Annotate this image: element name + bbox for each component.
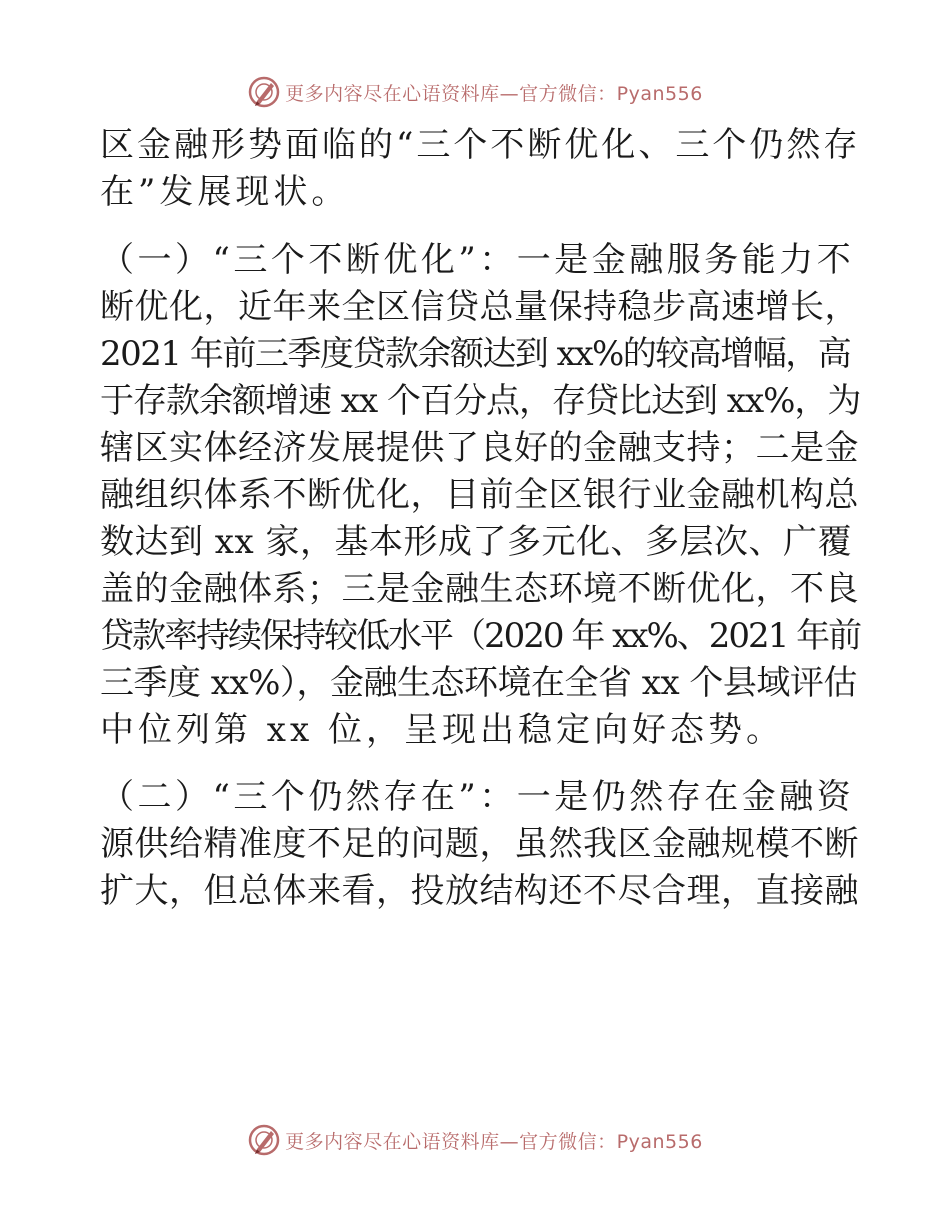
text-line: 融组织体系不断优化，目前全区银行业金融机构总 [100, 475, 859, 515]
text-line: 断优化，近年来全区信贷总量保持稳步高速增长， [100, 287, 859, 327]
watermark-text: 更多内容尽在心语资料库—官方微信：Pyan556 [285, 82, 703, 105]
text-line: 贷款率持续保持较低水平（2020 年 xx%、2021 年前 [100, 616, 861, 656]
text-line: 盖的金融体系；三是金融生态环境不断优化，不良 [100, 569, 859, 609]
paragraph-2 [100, 237, 860, 754]
text-line: 区金融形势面临的“三个不断优化、三个仍然存 [100, 125, 861, 165]
text-line: 辖区实体经济发展提供了良好的金融支持；二是金 [100, 428, 859, 468]
text-line: 源供给精准度不足的问题，虽然我区金融规模不断 [100, 824, 859, 864]
pen-logo-icon [247, 1123, 281, 1157]
header-watermark [0, 72, 950, 112]
text-line: 数达到 xx 家，基本形成了多元化、多层次、广覆 [100, 522, 852, 562]
text-line: 于存款余额增速 xx 个百分点，存贷比达到 xx%，为 [100, 381, 861, 421]
paragraph-1 [100, 122, 860, 216]
text-line: （一）“三个不断优化”：一是金融服务能力不 [100, 240, 855, 280]
text-line: 三季度 xx%），金融生态环境在全省 xx 个县域评估 [100, 663, 857, 703]
text-line: （二）“三个仍然存在”：一是仍然存在金融资 [100, 777, 855, 817]
watermark-text: 更多内容尽在心语资料库—官方微信：Pyan556 [285, 1130, 703, 1153]
text-line: 2021 年前三季度贷款余额达到 xx%的较高增幅，高 [100, 334, 851, 374]
paragraph-3 [100, 774, 860, 915]
footer-watermark [0, 1120, 950, 1160]
text-line: 中位列第 xx 位，呈现出稳定向好态势。 [100, 710, 784, 750]
text-line: 在”发展现状。 [100, 172, 350, 212]
text-line: 扩大，但总体来看，投放结构还不尽合理，直接融 [100, 871, 859, 911]
pen-logo-icon [247, 75, 281, 109]
document-body [100, 122, 860, 915]
